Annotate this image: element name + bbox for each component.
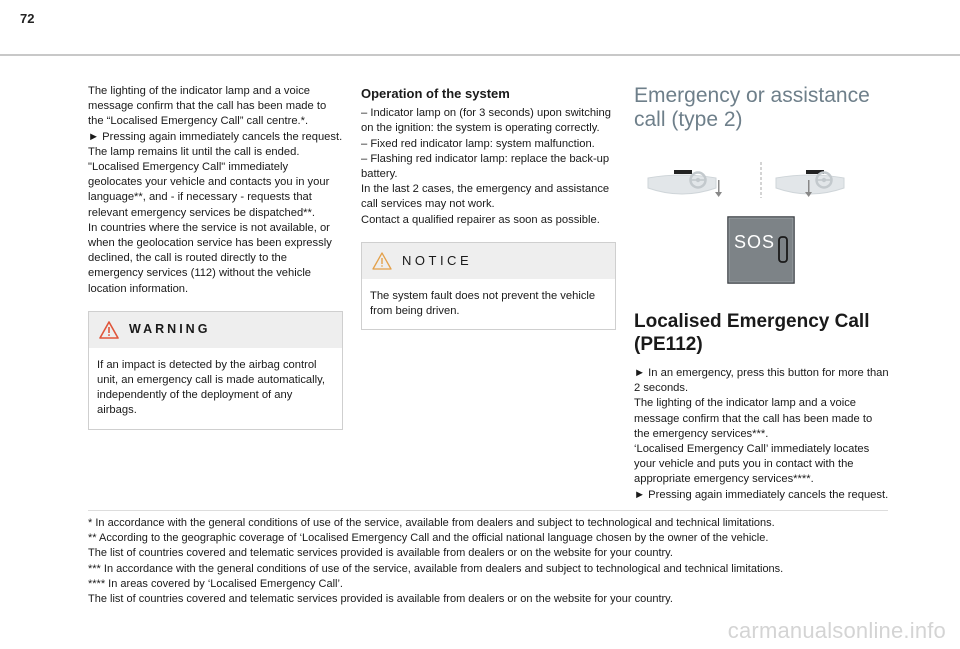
- notice-header: [362, 243, 615, 279]
- footnote: The list of countries covered and telematic services provided is available from dealers or on the website for your country.: [88, 593, 673, 606]
- footnote: **** In areas covered by ‘Localised Emergency Call’.: [88, 577, 343, 590]
- paragraph: – Fixed red indicator lamp: system malfunction.: [361, 137, 595, 150]
- paragraph: In countries where the service is not available, or when the geolocation service has been expressly declined, the call is routed directly to the emergency services (112) without the vehicle location information.: [88, 221, 332, 295]
- paragraph: ► In an emergency, press this button for more than 2 seconds.: [634, 367, 889, 395]
- paragraph: ► Pressing again immediately cancels the request.: [88, 130, 343, 143]
- paragraph: The lamp remains lit until the call is ended.: [88, 145, 300, 158]
- illustration: [634, 148, 889, 298]
- footnote: The list of countries covered and telematic services provided is available from dealers or on the website for your country.: [88, 547, 673, 560]
- section-heading: Operation of the system: [361, 86, 510, 101]
- notice-label: NOTICE: [402, 253, 473, 269]
- warning-header: [89, 312, 342, 348]
- footnote: *** In accordance with the general conditions of use of the service, available from dealers and subject to technological and technical limitations.: [88, 562, 784, 575]
- column-middle: [361, 86, 616, 330]
- footnotes: [88, 516, 888, 607]
- column-left: [88, 84, 343, 430]
- notice-box: [361, 242, 616, 330]
- section-heading: Emergency or assistance call (type 2): [634, 84, 870, 131]
- overhead-console-illustration: [634, 148, 889, 298]
- console-right-icon: [776, 170, 844, 197]
- paragraph: ‘Localised Emergency Call’ immediately locates your vehicle and puts you in contact with the appropriate emergency services****.: [634, 443, 870, 486]
- paragraph: – Indicator lamp on (for 3 seconds) upon switching on the ignition: the system is operating correctly.: [361, 107, 611, 135]
- paragraph: ► Pressing again immediately cancels the request.: [634, 488, 889, 501]
- sos-button[interactable]: SOS: [734, 232, 776, 252]
- page-number: 72: [20, 11, 35, 26]
- warning-box: [88, 311, 343, 430]
- notice-triangle-icon: [372, 252, 392, 270]
- paragraph: The lighting of the indicator lamp and a voice message confirm that the call has been made to the “Localised Emergency Call” call centre.*.: [88, 85, 327, 128]
- notice-text: The system fault does not prevent the vehicle from being driven.: [370, 289, 596, 318]
- paragraph: In the last 2 cases, the emergency and assistance call services may not work.: [361, 183, 610, 211]
- paragraph: Contact a qualified repairer as soon as possible.: [361, 213, 600, 226]
- footnote: ** According to the geographic coverage of ‘Localised Emergency Call and the official national language chosen by the owner of the vehicle.: [88, 532, 769, 545]
- warning-triangle-icon: [99, 321, 119, 339]
- console-left-icon: [648, 170, 722, 197]
- sub-heading: Localised Emergency Call (PE112): [634, 311, 870, 355]
- paragraph: – Flashing red indicator lamp: replace the back-up battery.: [361, 152, 610, 181]
- warning-label: WARNING: [129, 322, 211, 337]
- watermark: carmanualsonline.info: [727, 618, 946, 643]
- footnote-divider: [88, 510, 888, 511]
- paragraph: The lighting of the indicator lamp and a voice message confirm that the call has been made to the emergency services***.: [634, 397, 873, 440]
- paragraph: "Localised Emergency Call" immediately geolocates your vehicle and contacts you in your language**, and - if necessary - requests that relevant emergency services be dispatched**.: [88, 161, 330, 219]
- column-right: [634, 84, 889, 503]
- footnote: * In accordance with the general conditions of use of the service, available from dealers and subject to technological and technical limitations.: [88, 517, 775, 529]
- warning-text: If an impact is detected by the airbag control unit, an emergency call is made automatically, independently of the deployment of any airbags.: [97, 358, 325, 417]
- top-divider: [0, 54, 960, 56]
